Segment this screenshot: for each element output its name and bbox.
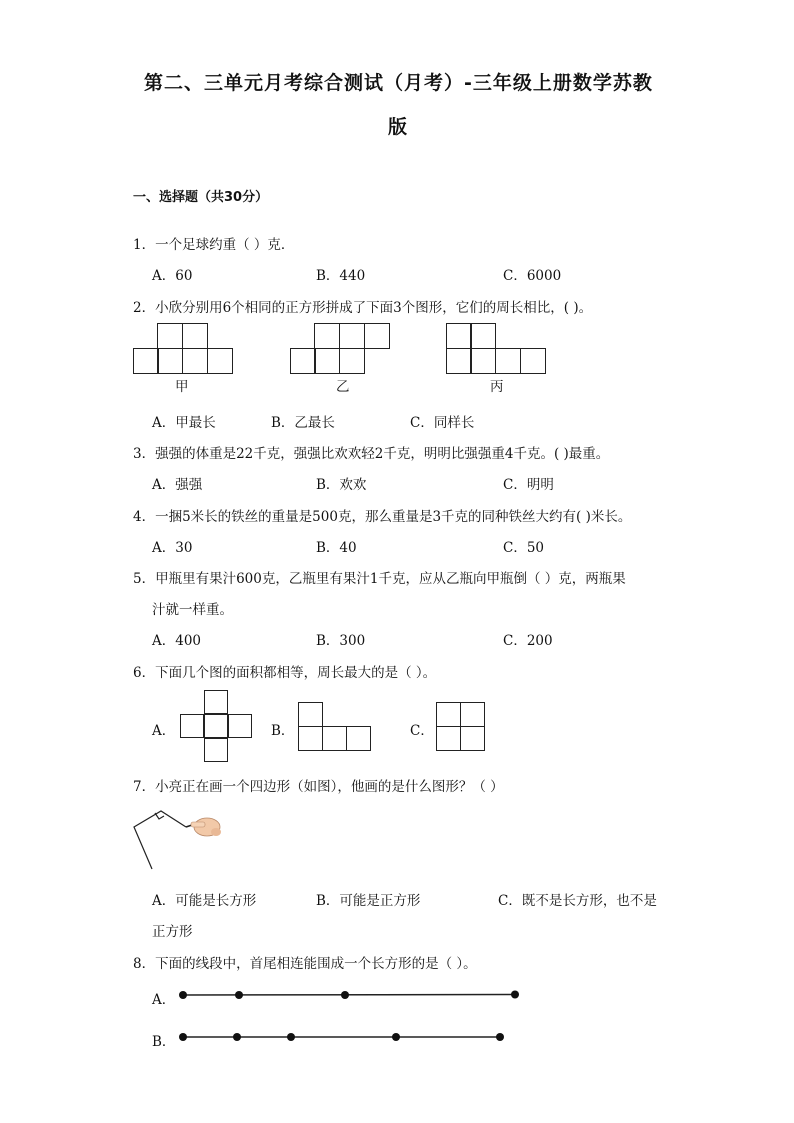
q2-figure-yi-label: 乙	[336, 379, 350, 395]
q5-option-c[interactable]: C．200	[503, 633, 553, 649]
q4-option-b[interactable]: B．40	[316, 540, 357, 556]
q6-figure-b-l-shape	[298, 702, 372, 752]
q8-a-point-3	[341, 991, 349, 999]
q3-option-c[interactable]: C．明明	[503, 477, 554, 493]
question-5-text-line2: 汁就一样重。	[152, 602, 233, 618]
q8-b-point-1	[179, 1033, 187, 1041]
question-2-text: 2．小欣分别用6个相同的正方形拼成了下面3个图形，它们的周长相比，( )。	[133, 300, 593, 316]
q7-option-c-continued: 正方形	[152, 924, 193, 940]
question-3-text: 3．强强的体重是22千克，强强比欢欢轻2千克，明明比强强重4千克。( )最重。	[133, 446, 610, 462]
q8-a-point-2	[235, 991, 243, 999]
q7-quadrilateral-figure	[128, 800, 223, 876]
hand-drawing-icon	[191, 818, 221, 836]
q1-option-c[interactable]: C．6000	[503, 268, 562, 284]
q2-option-a[interactable]: A．甲最长	[152, 415, 216, 431]
question-8-text: 8．下面的线段中，首尾相连能围成一个长方形的是（ ）。	[133, 956, 477, 972]
section-heading: 一、选择题（共30分）	[133, 190, 269, 205]
question-5-text-line1: 5．甲瓶里有果汁600克，乙瓶里有果汁1千克，应从乙瓶向甲瓶倒（ ）克，两瓶果	[133, 571, 626, 587]
q2-figure-bing-label: 丙	[490, 379, 504, 395]
question-6-text: 6．下面几个图的面积都相等，周长最大的是（ ）。	[133, 665, 437, 681]
q8-b-point-2	[233, 1033, 241, 1041]
q6-figure-c-square	[436, 702, 486, 752]
q7-option-a[interactable]: A．可能是长方形	[152, 893, 257, 909]
q4-option-c[interactable]: C．50	[503, 540, 545, 556]
q8-segments-a	[178, 990, 524, 1002]
q2-option-b[interactable]: B．乙最长	[271, 415, 335, 431]
q8-a-point-4	[511, 991, 519, 999]
page-title-line2: 版	[388, 116, 409, 138]
q2-figure-bing	[446, 323, 548, 375]
q2-figure-jia-label: 甲	[175, 379, 189, 395]
q8-b-point-4	[392, 1033, 400, 1041]
q6-option-a[interactable]: A．	[152, 723, 176, 739]
q6-figure-a-cross	[180, 690, 252, 762]
q2-option-c[interactable]: C．同样长	[410, 415, 475, 431]
q8-a-point-1	[179, 991, 187, 999]
q7-option-c[interactable]: C．既不是长方形，也不是	[498, 893, 657, 909]
question-7-text: 7．小亮正在画一个四边形（如图），他画的是什么图形？（ ）	[133, 779, 504, 795]
q5-option-a[interactable]: A．400	[152, 633, 202, 649]
q1-option-b[interactable]: B．440	[316, 268, 366, 284]
q8-segments-b	[178, 1032, 508, 1044]
q5-option-b[interactable]: B．300	[316, 633, 366, 649]
page-title-line1: 第二、三单元月考综合测试（月考）-三年级上册数学苏教	[144, 72, 653, 94]
q8-option-b[interactable]: B．	[152, 1034, 176, 1050]
q7-option-b[interactable]: B．可能是正方形	[316, 893, 421, 909]
q8-b-point-3	[287, 1033, 295, 1041]
q1-option-a[interactable]: A．60	[152, 268, 193, 284]
q2-figure-yi	[290, 323, 392, 375]
q4-option-a[interactable]: A．30	[152, 540, 193, 556]
q3-option-b[interactable]: B．欢欢	[316, 477, 367, 493]
question-4-text: 4．一捆5米长的铁丝的重量是500克，那么重量是3千克的同种铁丝大约有( )米长。	[133, 509, 632, 525]
q3-option-a[interactable]: A．强强	[152, 477, 203, 493]
q6-option-c[interactable]: C．	[410, 723, 434, 739]
q8-b-point-5	[496, 1033, 504, 1041]
q8-option-a[interactable]: A．	[152, 992, 176, 1008]
q6-option-b[interactable]: B．	[271, 723, 295, 739]
q2-figure-jia	[133, 323, 235, 375]
question-1-text: 1．一个足球约重（ ）克．	[133, 237, 295, 253]
